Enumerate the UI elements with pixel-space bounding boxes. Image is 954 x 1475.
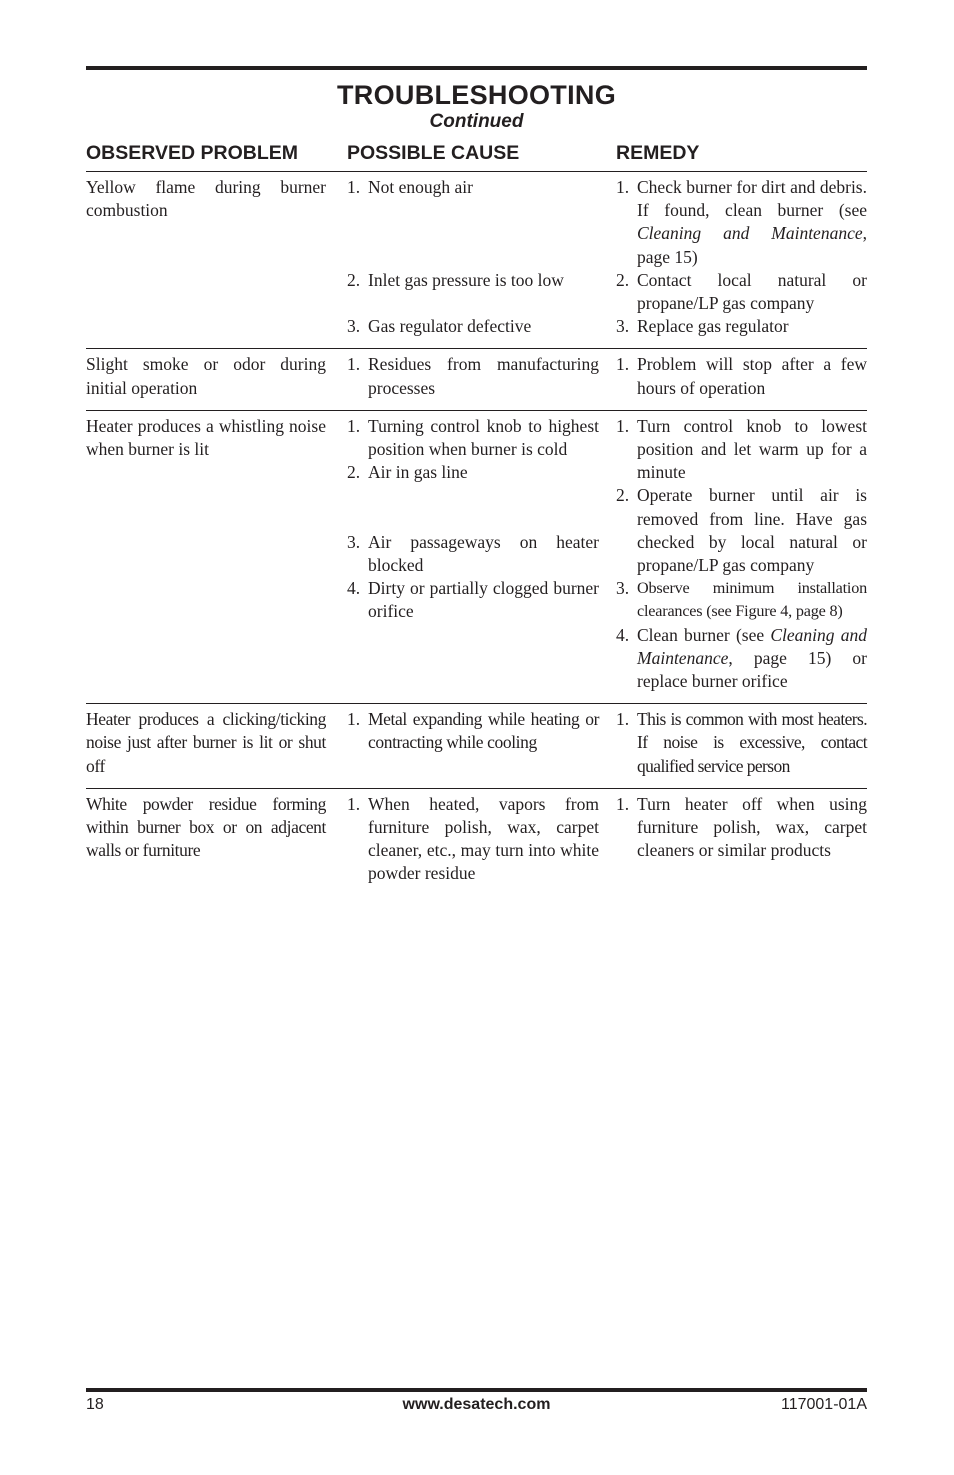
troubleshooting-table xyxy=(86,172,867,896)
table-row xyxy=(86,349,867,410)
item-text: Air passageways on heater blocked xyxy=(368,531,599,576)
item-number: 2. xyxy=(347,462,361,483)
item-number: 1. xyxy=(616,177,630,197)
item-number: 1. xyxy=(347,415,361,436)
list-item xyxy=(616,415,867,485)
list-item xyxy=(347,708,599,754)
table-row xyxy=(86,704,867,789)
list-item xyxy=(347,353,599,399)
list-item xyxy=(616,577,867,623)
item-text: Air in gas line xyxy=(368,462,468,483)
item-number: 4. xyxy=(347,578,361,599)
item-text: Dirty or partially clogged burner orifice xyxy=(368,578,599,622)
observed-problem: White powder residue forming within burner box or on adjacent walls or furniture xyxy=(86,793,326,861)
item-number: 1. xyxy=(616,415,630,436)
list-item xyxy=(347,461,599,484)
list-item xyxy=(616,708,867,778)
table-row xyxy=(86,789,867,896)
possible-causes xyxy=(347,793,599,886)
list-item xyxy=(616,484,867,577)
item-text: Turning control knob to highest position when burner is cold xyxy=(368,415,599,460)
item-text: Observe minimum installation clearances (see Figure 4, page 8) xyxy=(637,579,867,621)
list-item xyxy=(347,577,599,623)
list-item xyxy=(616,353,867,399)
item-number: 1. xyxy=(347,709,361,730)
list-item xyxy=(347,415,599,461)
observed-problem: Heater produces a whistling noise when burner is lit xyxy=(86,415,326,460)
remedies xyxy=(616,176,867,338)
website-url: www.desatech.com xyxy=(402,1396,551,1413)
item-text: Residues from manufacturing processes xyxy=(368,354,599,398)
item-text: Metal expanding while heating or contracting while cooling xyxy=(368,709,599,753)
column-header-cause: POSSIBLE CAUSE xyxy=(347,142,520,164)
observed-problem: Heater produces a clicking/ticking noise just after burner is lit or shut off xyxy=(86,709,326,776)
list-item xyxy=(347,176,599,199)
item-text: Turn control knob to lowest position and let warm up for a minute xyxy=(637,415,867,483)
item-number: 3. xyxy=(347,316,361,337)
observed-problem: Slight smoke or odor during initial operation xyxy=(86,354,326,398)
possible-causes xyxy=(347,708,599,778)
item-number: 2. xyxy=(616,485,630,506)
page-subtitle: Continued xyxy=(429,111,524,132)
item-number: 2. xyxy=(616,269,630,290)
item-text: Not enough air xyxy=(368,177,473,197)
table-row xyxy=(86,411,867,704)
observed-problem: Yellow flame during burner combustion xyxy=(86,177,326,221)
section-reference: Cleaning and Maintenance xyxy=(637,223,863,244)
list-item xyxy=(616,793,867,863)
possible-causes xyxy=(347,353,599,399)
bottom-rule xyxy=(86,1388,867,1392)
remedies xyxy=(616,353,867,399)
item-text: Turn heater off when using furniture polish, wax, carpet cleaners or similar products xyxy=(637,793,867,861)
item-number: 1. xyxy=(347,354,361,375)
section-reference: Cleaning and Maintenance xyxy=(637,624,867,668)
possible-causes xyxy=(347,176,599,338)
column-header-problem: OBSERVED PROBLEM xyxy=(86,142,299,164)
list-item xyxy=(347,315,599,338)
remedy-text: , page 15) or replace burner orifice xyxy=(637,647,867,692)
remedies xyxy=(616,415,867,693)
list-item xyxy=(347,269,599,292)
item-text: This is common with most heaters. If noise is excessive, contact qualified service person xyxy=(637,709,867,776)
item-number: 3. xyxy=(347,531,361,552)
item-number: 4. xyxy=(616,624,630,645)
column-header-remedy: REMEDY xyxy=(616,142,700,164)
table-row xyxy=(86,172,867,349)
remedies xyxy=(616,793,867,886)
remedies xyxy=(616,708,867,778)
list-item xyxy=(347,793,599,886)
page-title: TROUBLESHOOTING xyxy=(337,80,616,110)
item-number: 1. xyxy=(616,354,630,375)
list-item xyxy=(347,531,599,577)
item-number: 1. xyxy=(347,177,361,197)
item-text: Inlet gas pressure is too low xyxy=(368,269,564,290)
list-item xyxy=(616,624,867,694)
document-number: 117001-01A xyxy=(781,1396,867,1413)
remedy-text: Clean burner (see xyxy=(637,624,771,645)
item-number: 3. xyxy=(616,578,630,599)
item-number: 1. xyxy=(347,793,361,814)
top-rule xyxy=(86,66,867,70)
item-number: 1. xyxy=(616,793,630,814)
item-text: When heated, vapors from furniture polish, wax, carpet cleaner, etc., may turn into white powder residue xyxy=(368,793,599,884)
list-item xyxy=(616,269,867,315)
item-text: Operate burner until air is removed from line. Have gas checked by local natural or propane/LP gas company xyxy=(637,485,867,576)
item-text: Gas regulator defective xyxy=(368,316,532,337)
remedy-text: Check burner for dirt and debris. If found, clean burner (see xyxy=(637,177,867,221)
item-text: Problem will stop after a few hours of operation xyxy=(637,354,867,398)
item-text xyxy=(637,176,867,269)
item-number: 1. xyxy=(616,709,630,730)
list-item xyxy=(616,176,867,269)
possible-causes xyxy=(347,415,599,693)
list-item xyxy=(616,315,867,338)
item-text: Contact local natural or propane/LP gas company xyxy=(637,269,867,314)
item-text xyxy=(637,624,867,694)
page-number: 18 xyxy=(86,1396,104,1413)
item-number: 3. xyxy=(616,316,630,337)
remedy-text: , page 15) xyxy=(637,223,867,267)
item-text: Replace gas regulator xyxy=(637,316,789,337)
item-number: 2. xyxy=(347,269,361,290)
